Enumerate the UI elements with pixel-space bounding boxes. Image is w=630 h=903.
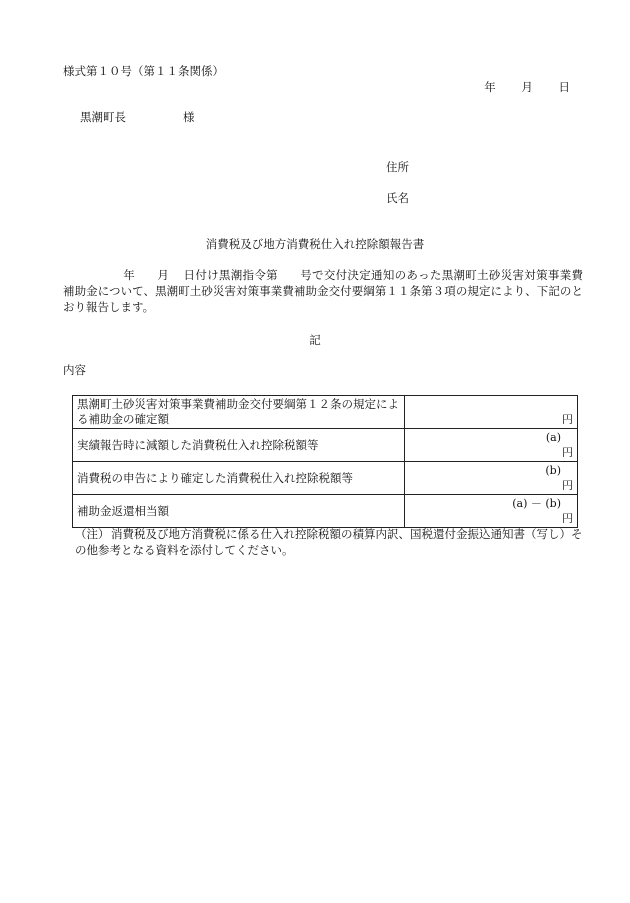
- addressee-honorific: 様: [183, 110, 195, 124]
- row-mark: (b): [545, 464, 561, 477]
- note-text: 消費税及び地方消費税に係る仕入れ控除税額の積算内訳、国税還付金振込通知書（写し）その他参考となる資料を添付してください。: [75, 527, 583, 557]
- table-row: [73, 462, 578, 495]
- row-amount: [405, 429, 578, 462]
- body-text: [63, 267, 583, 315]
- row-unit: 円: [562, 512, 573, 525]
- date-day: 日: [558, 80, 570, 94]
- form-number: 様式第１０号（第１１条関係）: [63, 64, 224, 78]
- note: [75, 526, 590, 558]
- date-line: [484, 80, 570, 95]
- addressee: [80, 110, 195, 125]
- name-label: 氏名: [386, 191, 409, 205]
- document-title: 消費税及び地方消費税仕入れ控除額報告書: [205, 237, 425, 251]
- amounts-table: [72, 395, 578, 528]
- table-row: [73, 495, 578, 528]
- row-unit: 円: [562, 479, 573, 492]
- row-label: 黒潮町土砂災害対策事業費補助金交付要綱第１２条の規定による補助金の確定額: [73, 396, 405, 429]
- body-part2: 号で交付決定通知のあった黒潮町土砂災害対策事業費補助金について、黒潮町土砂災害対策事業費補助金交付要綱第１１条第３項の規定により、下記のとおり報告します。: [63, 268, 584, 314]
- date-year: 年: [484, 80, 496, 94]
- row-amount: [405, 396, 578, 429]
- body-year: 年: [123, 268, 136, 282]
- body-month: 月: [157, 268, 170, 282]
- row-unit: 円: [562, 446, 573, 459]
- table-row: [73, 396, 578, 429]
- row-amount: [405, 495, 578, 528]
- row-mark: (a) － (b): [512, 497, 561, 510]
- address-label: 住所: [386, 160, 409, 174]
- note-mark: （注）: [75, 527, 110, 541]
- row-label: 実績報告時に減額した消費税仕入れ控除税額等: [73, 429, 405, 462]
- addressee-name: 黒潮町長: [80, 110, 126, 124]
- body-part1: 日付け黒潮指令第: [183, 268, 278, 282]
- row-label: 消費税の申告により確定した消費税仕入れ控除税額等: [73, 462, 405, 495]
- row-unit: 円: [562, 413, 573, 426]
- table-row: [73, 429, 578, 462]
- date-month: 月: [521, 80, 533, 94]
- ki-heading: 記: [309, 333, 321, 347]
- row-label: 補助金返還相当額: [73, 495, 405, 528]
- row-mark: (a): [545, 431, 561, 444]
- contents-label: 内容: [63, 363, 86, 377]
- row-amount: [405, 462, 578, 495]
